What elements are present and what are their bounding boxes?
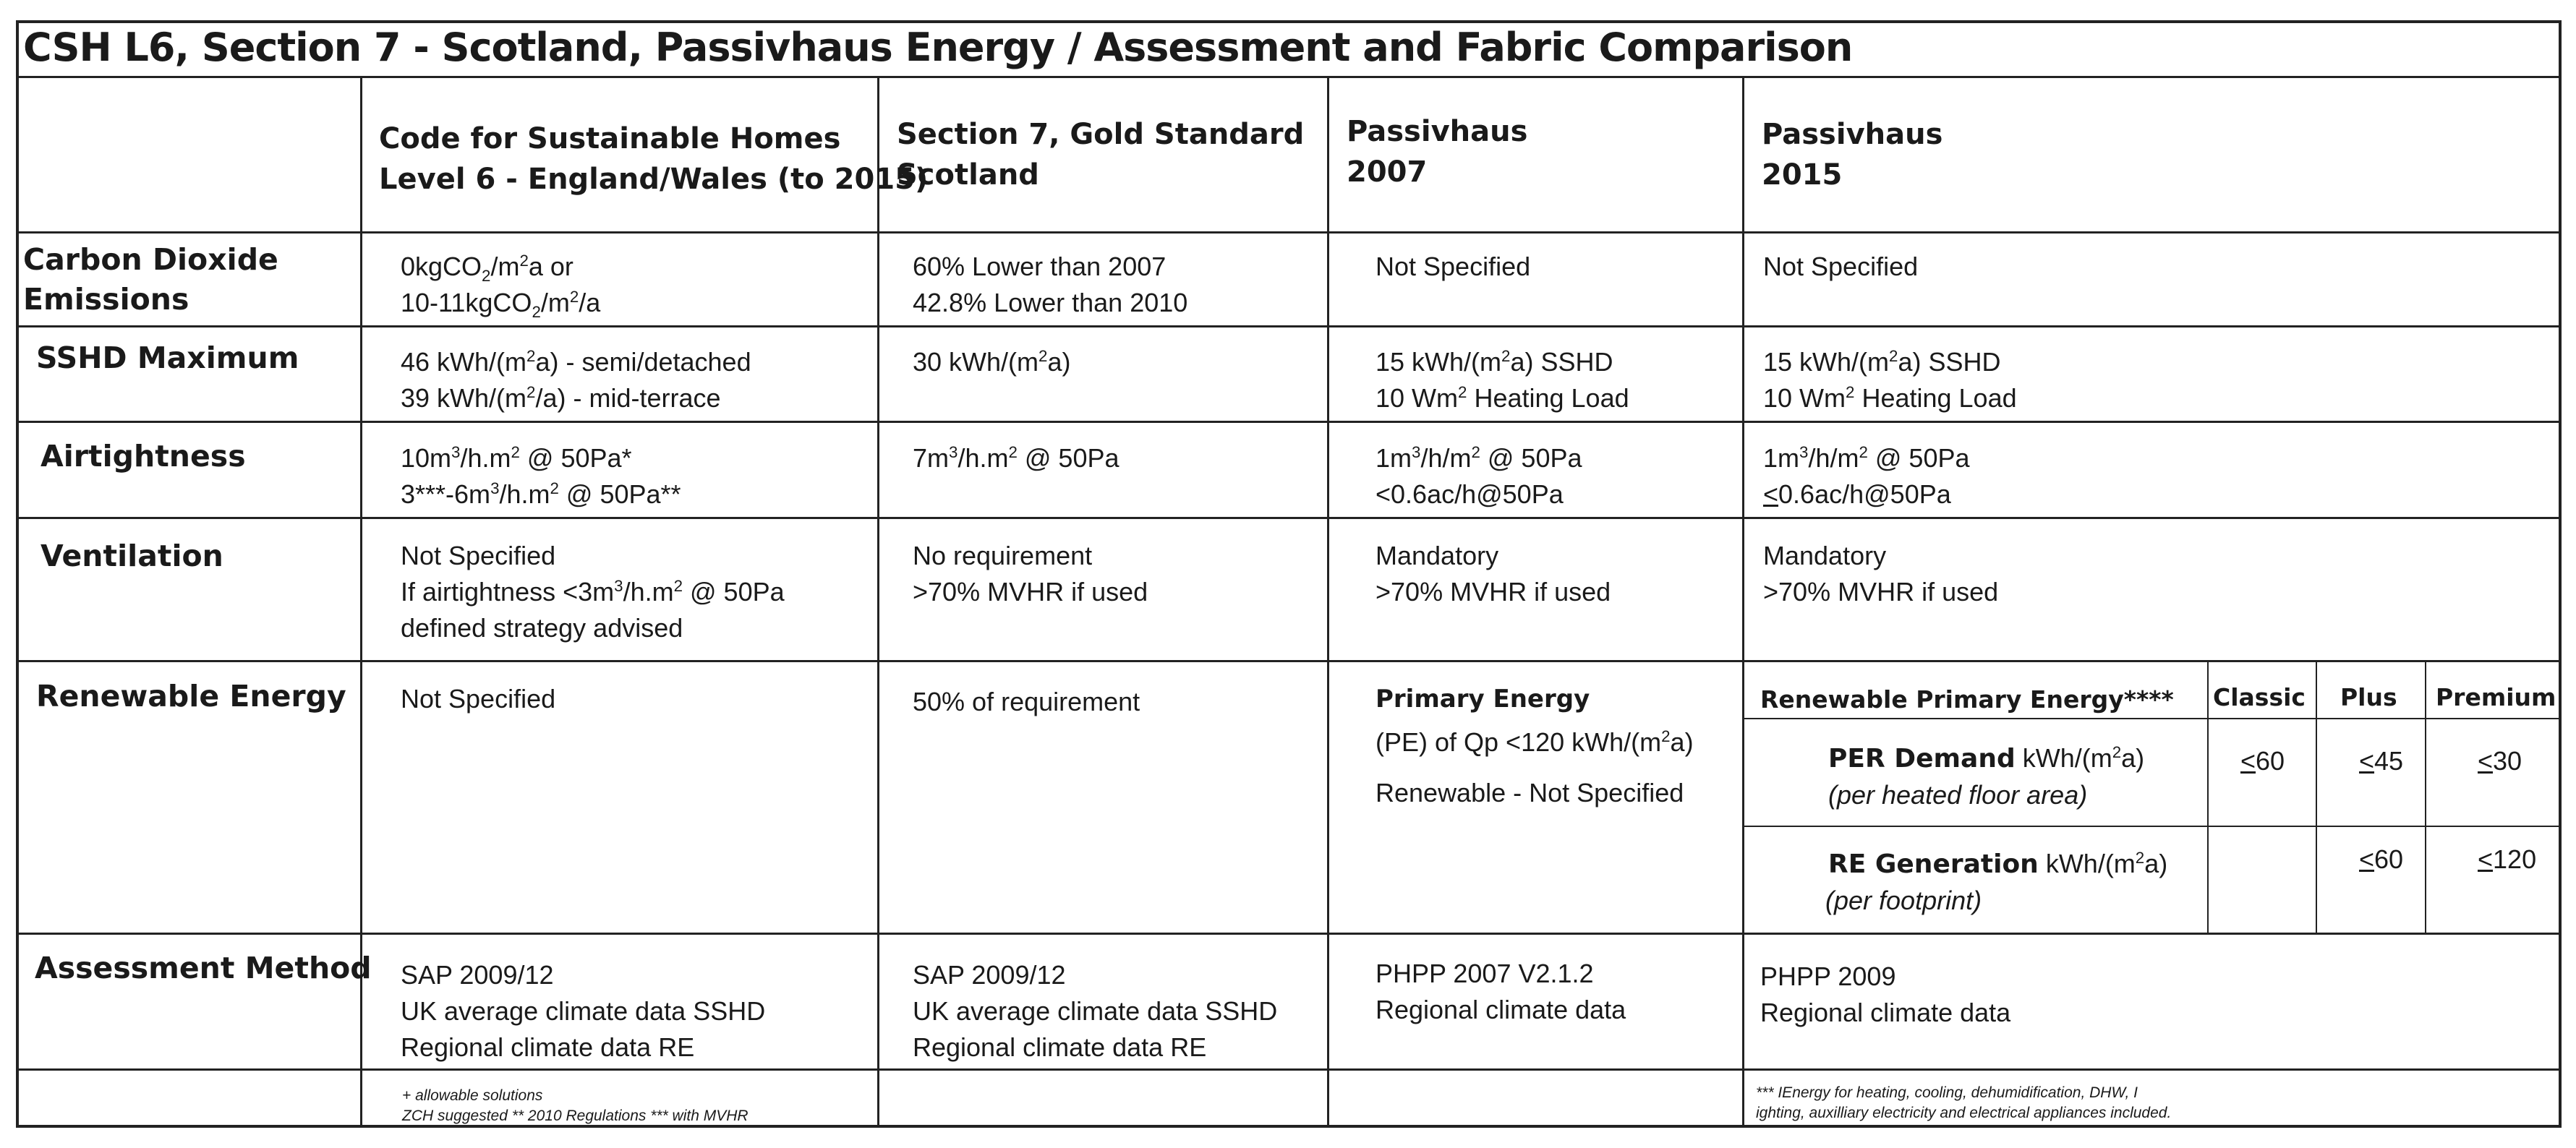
sshd-ph2007	[1376, 344, 1629, 416]
air-csh	[401, 440, 681, 513]
col-head-s7	[897, 114, 1304, 195]
note-ph2015	[1756, 1083, 2171, 1123]
col-head-ph2007-line2: 2007	[1347, 155, 1428, 189]
assess-ph2015	[1760, 959, 2010, 1031]
sshd-ph2007-line2: 10 Wm$^2$ Heating Load	[1376, 383, 1629, 413]
col-head-ph2007-line1: Passivhaus	[1347, 115, 1528, 148]
rule-col3	[1327, 76, 1329, 1128]
assess-s7-line3: Regional climate data RE	[913, 1032, 1207, 1062]
air-csh-line2: $3***-6m^3/h.m^2$ @ 50Pa**	[401, 479, 681, 509]
page-title: CSH L6, Section 7 - Scotland, Passivhaus Energy / Assessment and Fabric Comparison	[23, 25, 1853, 70]
sshd-csh	[401, 344, 751, 416]
row-head-sshd: SSHD Maximum	[36, 340, 299, 375]
row-head-assess: Assessment Method	[35, 951, 372, 985]
rule-sub-plus	[2316, 662, 2317, 933]
note-csh-line2: ZCH suggested ** 2010 Regulations *** with MVHR	[402, 1108, 749, 1124]
col-head-csh	[379, 119, 928, 200]
comparison-table	[16, 20, 2562, 1128]
per-classic-value: <60	[2240, 746, 2285, 776]
co2-ph2007: Not Specified	[1376, 252, 1531, 281]
co2-csh-line1: $0kgCO_2/m^2a$ or	[401, 252, 573, 286]
co2-csh	[401, 249, 600, 321]
renew-ph2007-line2: Renewable - Not Specified	[1376, 778, 1684, 808]
rule-col2	[877, 76, 879, 1128]
col-head-s7-line2: Scotland	[897, 158, 1039, 192]
col-head-csh-line2: Level 6 - England/Wales (to 2015)	[379, 163, 929, 196]
air-ph2007	[1376, 440, 1582, 513]
col-head-ph2015	[1762, 114, 1942, 195]
rule-renew	[19, 933, 2559, 935]
renew-ph2007-line1: (PE) of Qp <120 kWh/$(m^2a)$	[1376, 727, 1694, 757]
col-head-ph2007	[1347, 111, 1527, 192]
assess-ph2007	[1376, 956, 1626, 1028]
sshd-csh-line1: 46 kWh/$(m^2a)$ - semi/detached	[401, 347, 751, 377]
col-head-csh-line1: Code for Sustainable Homes	[379, 122, 841, 155]
col-head-ph2015-line1: Passivhaus	[1762, 118, 1943, 151]
note-ph2015-line2: ighting, auxilliary electricity and electrical appliances included.	[1756, 1105, 2172, 1121]
renew-csh: Not Specified	[401, 684, 556, 714]
sshd-csh-line2: 39 kWh/$(m^2/a)$ - mid-terrace	[401, 383, 721, 413]
re-plus-value: <60	[2359, 844, 2404, 874]
row-head-co2	[23, 240, 278, 320]
assess-csh-line2: UK average climate data SSHD	[401, 996, 766, 1026]
assess-ph2015-line1: PHPP 2009	[1760, 961, 1896, 991]
rule-col4	[1742, 76, 1744, 1128]
air-ph2015-line2: <0.6ac/h@50Pa	[1763, 479, 1951, 509]
co2-ph2015: Not Specified	[1763, 252, 1919, 281]
sshd-ph2015	[1763, 344, 2017, 416]
vent-ph2007-line1: Mandatory	[1376, 541, 1499, 570]
air-s7	[913, 440, 1119, 476]
note-csh-line1: + allowable solutions	[402, 1087, 543, 1104]
assess-ph2007-line1: PHPP 2007 V2.1.2	[1376, 959, 1594, 988]
sshd-ph2015-line2: 10 Wm$^2$ Heating Load	[1763, 383, 2017, 413]
air-csh-line1: $10m^3/h.m^2$ @ 50Pa*	[401, 443, 632, 473]
air-s7-line1: $7m^3/h.m^2$ @ 50Pa	[913, 443, 1119, 473]
row-head-air: Airtightness	[40, 439, 246, 474]
note-ph2015-line1: *** IEnergy for heating, cooling, dehumidification, DHW, I	[1756, 1084, 2138, 1101]
rule-air	[19, 517, 2559, 519]
vent-ph2015-line1: Mandatory	[1763, 541, 1887, 570]
renew-s7: 50% of requirement	[913, 687, 1140, 716]
row-head-vent: Ventilation	[40, 539, 223, 573]
vent-csh	[401, 538, 785, 646]
row-head-co2-line2: Emissions	[23, 282, 189, 317]
rule-sub-premium	[2425, 662, 2426, 933]
note-csh	[402, 1086, 749, 1126]
assess-s7-line2: UK average climate data SSHD	[913, 996, 1278, 1026]
co2-s7	[913, 249, 1187, 321]
assess-csh	[401, 957, 765, 1066]
class-premium-label: Premium	[2436, 683, 2556, 711]
vent-csh-line1: Not Specified	[401, 541, 556, 570]
col-head-ph2015-line2: 2015	[1762, 158, 1843, 192]
sshd-s7-line1: 30 kWh/$(m^2a)$	[913, 347, 1071, 377]
vent-ph2007	[1376, 538, 1611, 610]
row-head-renew: Renewable Energy	[36, 679, 346, 714]
vent-s7-line2: >70% MVHR if used	[913, 577, 1148, 607]
re-premium-value: <120	[2478, 844, 2537, 874]
renew-ph2007	[1376, 682, 1694, 811]
sshd-ph2015-line1: 15 kWh/$(m^2a)$ SSHD	[1763, 347, 2001, 377]
col-head-s7-line1: Section 7, Gold Standard	[897, 118, 1305, 151]
per-premium-value: <30	[2478, 746, 2522, 776]
vent-s7	[913, 538, 1148, 610]
vent-ph2015	[1763, 538, 1998, 610]
rule-sshd	[19, 421, 2559, 423]
vent-ph2007-line2: >70% MVHR if used	[1376, 577, 1611, 607]
assess-s7-line1: SAP 2009/12	[913, 960, 1066, 990]
vent-csh-line2: If airtightness $<3m^3/h.m^2$ @ 50Pa	[401, 577, 785, 607]
per-demand-line2: (per heated floor area)	[1828, 780, 2088, 810]
air-ph2015-line1: $1m^3/h/m^2$ @ 50Pa	[1763, 443, 1970, 473]
assess-ph2015-line2: Regional climate data	[1760, 998, 2011, 1027]
per-demand-label	[1828, 740, 2144, 813]
rule-sub-classic	[2207, 662, 2209, 933]
row-head-co2-line1: Carbon Dioxide	[23, 242, 278, 277]
co2-s7-line1: 60% Lower than 2007	[913, 252, 1167, 281]
sshd-s7	[913, 344, 1070, 380]
rule-co2	[19, 325, 2559, 327]
rule-header	[19, 231, 2559, 234]
class-plus-label: Plus	[2340, 683, 2397, 711]
per-plus-value: <45	[2359, 746, 2404, 776]
re-generation-line2: (per footprint)	[1825, 886, 1982, 915]
rule-vent	[19, 660, 2559, 662]
co2-s7-line2: 42.8% Lower than 2010	[913, 288, 1188, 317]
rule-title	[19, 76, 2559, 78]
sshd-ph2007-line1: 15 kWh/$(m^2a)$ SSHD	[1376, 347, 1613, 377]
assess-ph2007-line2: Regional climate data	[1376, 995, 1626, 1024]
air-ph2015	[1763, 440, 1970, 513]
vent-s7-line1: No requirement	[913, 541, 1093, 570]
per-demand-line1: PER Demand kWh/$(m^2a)$	[1828, 743, 2145, 774]
assess-s7	[913, 957, 1277, 1066]
vent-csh-line3: defined strategy advised	[401, 613, 683, 643]
class-classic-label: Classic	[2213, 683, 2306, 711]
assess-csh-line3: Regional climate data RE	[401, 1032, 695, 1062]
assess-csh-line1: SAP 2009/12	[401, 960, 554, 990]
co2-csh-line2: $10-11kgCO_2/m^2/a$	[401, 288, 601, 322]
air-ph2007-line2: <0.6ac/h@50Pa	[1376, 479, 1564, 509]
vent-ph2015-line2: >70% MVHR if used	[1763, 577, 1999, 607]
re-generation-line1: RE Generation kWh/$(m^2a)$	[1828, 849, 2168, 879]
renew-ph2015-head: Renewable Primary Energy****	[1760, 685, 2174, 714]
rule-assess	[19, 1068, 2559, 1071]
rule-sub-head	[1744, 718, 2559, 719]
rule-sub-per	[1744, 826, 2559, 827]
air-ph2007-line1: $1m^3/h/m^2$ @ 50Pa	[1376, 443, 1582, 473]
re-generation-label	[1825, 846, 2168, 919]
renew-ph2007-head: Primary Energy	[1376, 685, 1590, 714]
